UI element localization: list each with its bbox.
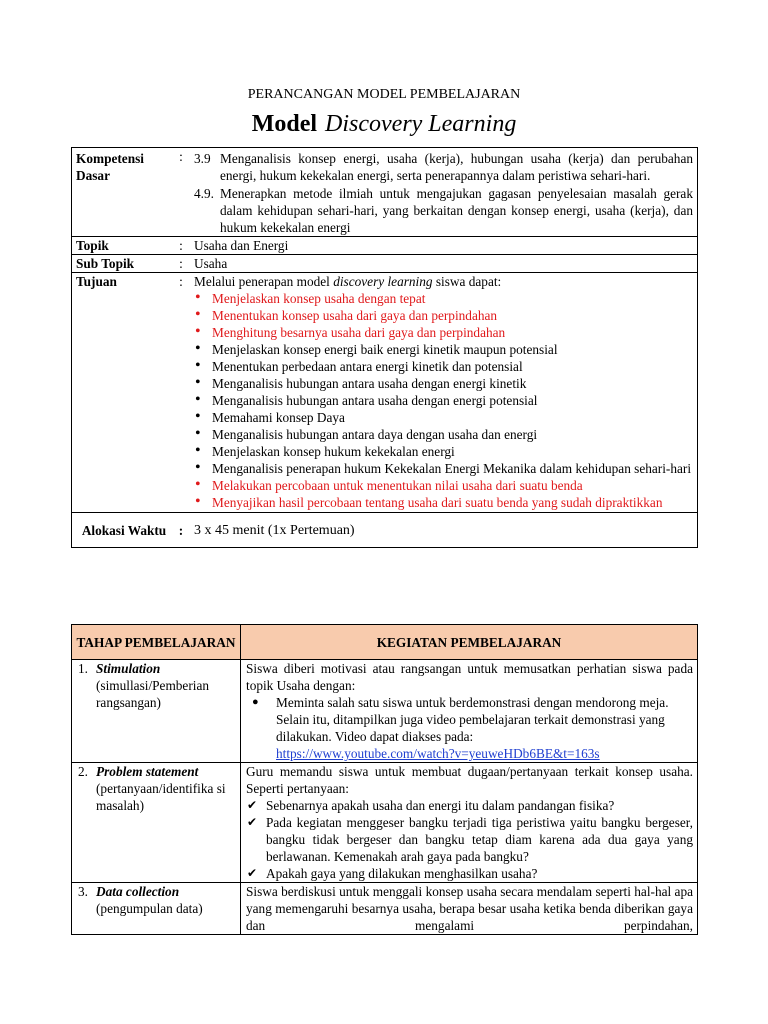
activity-intro: Siswa berdiskusi untuk menggali konsep usaha secara mendalam seperti hal-hal apa yang memengaruhi besarnya usaha, berapa besar usaha ketika benda diberikan gaya dan mengalami perpindahan,	[246, 884, 693, 933]
tujuan-intro: Melalui penerapan model discovery learning siswa dapat:	[194, 274, 502, 289]
colon: :	[176, 273, 186, 513]
tujuan-item: • Memahami konsep Daya	[212, 409, 693, 426]
tujuan-item: • Menganalisis penerapan hukum Kekekalan Energi Mekanika dalam kehidupan sehari-hari	[212, 460, 693, 477]
row-kompetensi	[72, 148, 698, 237]
model-title	[0, 111, 768, 138]
value-alokasi: 3 x 45 menit (1x Pertemuan)	[186, 513, 698, 548]
tujuan-item: • Menjelaskan konsep energi baik energi kinetik maupun potensial	[212, 341, 693, 358]
tujuan-item: • Menganalisis hubungan antara daya dengan usaha dan energi	[212, 426, 693, 443]
stage-desc: (pertanyaan/identifika si masalah)	[96, 781, 226, 813]
kompetensi-list	[186, 148, 698, 237]
stage-name: Problem statement	[96, 764, 199, 779]
stage-desc: (pengumpulan data)	[96, 901, 203, 916]
header-stage: TAHAP PEMBELAJARAN	[72, 625, 241, 660]
tujuan-item: • Menjelaskan konsep usaha dengan tepat	[212, 290, 693, 307]
step-row-stimulation	[72, 660, 698, 763]
list-item: ✔ Apakah gaya yang dilakukan menghasilkan usaha?	[266, 865, 693, 882]
list-item: ✔ Sebenarnya apakah usaha dan energi itu dalam pandangan fisika?	[266, 797, 693, 814]
tujuan-item: • Menganalisis hubungan antara usaha dengan energi potensial	[212, 392, 693, 409]
stage-cell: 3. Data collection (pengumpulan data)	[72, 883, 241, 935]
row-topik	[72, 237, 698, 255]
value-topik: Usaha dan Energi	[186, 237, 698, 255]
header-activity: KEGIATAN PEMBELAJARAN	[241, 625, 698, 660]
info-table	[71, 147, 698, 548]
tujuan-item: • Menentukan konsep usaha dari gaya dan perpindahan	[212, 307, 693, 324]
row-sub-topik	[72, 255, 698, 273]
stage-cell: 2. Problem statement (pertanyaan/identifika si masalah)	[72, 763, 241, 883]
tujuan-item: • Menjelaskan konsep hukum kekekalan energi	[212, 443, 693, 460]
activity-bullets	[246, 694, 693, 762]
steps-header-row	[72, 625, 698, 660]
tujuan-item: • Menyajikan hasil percobaan tentang usaha dari suatu benda yang sudah dipraktikkan	[212, 494, 693, 511]
row-alokasi	[72, 513, 698, 548]
model-word: Model	[251, 111, 318, 137]
stage-desc: (simullasi/Pemberian rangsangan)	[96, 678, 210, 710]
list-item: ● Meminta salah satu siswa untuk berdemonstrasi dengan mendorong meja. Selain itu, ditampilkan juga video pembelajaran terkait demonstrasi yang dilakukan. Video dapat diakses pada: https://www.youtube.com/watch?v=yeuweHDb6BE&t=163s	[276, 694, 693, 762]
tujuan-content	[186, 273, 698, 513]
document-title: PERANCANGAN MODEL PEMBELAJARAN	[247, 87, 521, 102]
stage-name: Stimulation	[96, 661, 161, 676]
model-name: Discovery Learning	[325, 111, 517, 137]
activity-cell	[241, 883, 698, 935]
colon: :	[176, 513, 186, 548]
colon: :	[176, 255, 186, 273]
activity-cell	[241, 660, 698, 763]
activity-intro: Siswa diberi motivasi atau rangsangan untuk memusatkan perhatian siswa pada topik Usaha dengan:	[246, 661, 693, 693]
video-link[interactable]: https://www.youtube.com/watch?v=yeuweHDb6BE&t=163s	[276, 746, 600, 761]
step-row-problem-statement	[72, 763, 698, 883]
question-list	[246, 797, 693, 882]
tujuan-item: • Menghitung besarnya usaha dari gaya dan perpindahan	[212, 324, 693, 341]
tujuan-item: • Menganalisis hubungan antara usaha dengan energi kinetik	[212, 375, 693, 392]
activity-cell	[241, 763, 698, 883]
colon: :	[176, 148, 186, 237]
label-kompetensi: Kompetensi Dasar	[72, 148, 177, 237]
kd-item: 4.9. Menerapkan metode ilmiah untuk mengajukan gagasan penyelesaian masalah gerak dalam kehidupan sehari-hari, yang berkaitan dengan konsep energi, usaha (kerja), dan hukum kekekalan energi	[194, 186, 693, 235]
label-alokasi: Alokasi Waktu	[72, 513, 177, 548]
label-tujuan: Tujuan	[72, 273, 177, 513]
label-topik: Topik	[72, 237, 177, 255]
colon: :	[176, 237, 186, 255]
tujuan-list	[194, 290, 693, 511]
stage-name: Data collection	[96, 884, 180, 899]
tujuan-item: • Melakukan percobaan untuk menentukan nilai usaha dari suatu benda	[212, 477, 693, 494]
list-item: ✔ Pada kegiatan menggeser bangku terjadi tiga peristiwa yaitu bangku bergeser, bangku tidak bergeser dan bangku tetap diam karena ada dua gaya yang berlawanan. Kemenakah arah gaya pada bangku?	[266, 814, 693, 865]
value-sub-topik: Usaha	[186, 255, 698, 273]
activity-intro: Guru memandu siswa untuk membuat dugaan/pertanyaan terkait konsep usaha. Seperti pertanyaan:	[246, 764, 693, 796]
stage-cell: 1. Stimulation (simullasi/Pemberian rangsangan)	[72, 660, 241, 763]
step-row-data-collection	[72, 883, 698, 935]
steps-table	[71, 624, 698, 935]
row-tujuan	[72, 273, 698, 513]
tujuan-item: • Menentukan perbedaan antara energi kinetik dan potensial	[212, 358, 693, 375]
kd-item: 3.9 Menganalisis konsep energi, usaha (kerja), hubungan usaha (kerja) dan perubahan energi, hukum kekekalan energi, serta penerapannya dalam peristiwa sehari-hari.	[194, 151, 693, 183]
label-sub-topik: Sub Topik	[72, 255, 177, 273]
